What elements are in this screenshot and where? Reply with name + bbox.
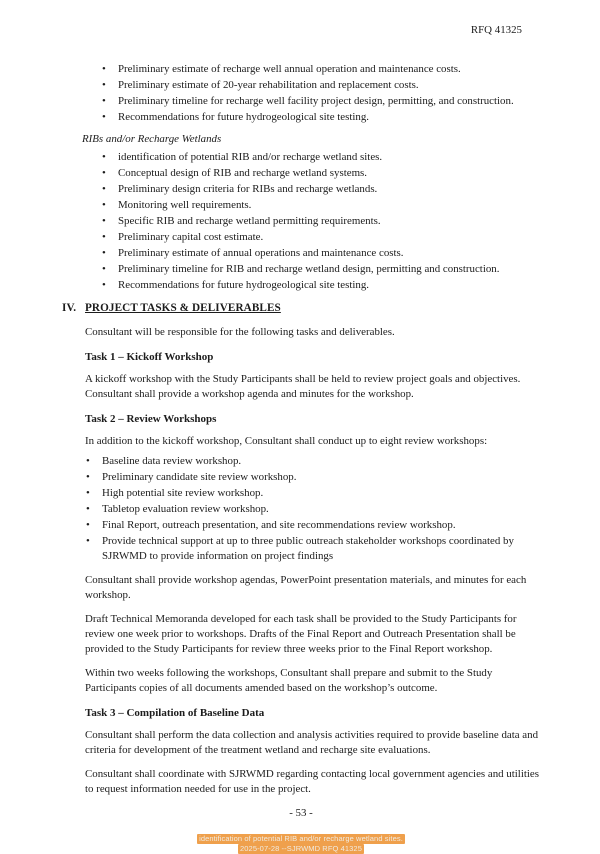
ribs-section-heading: RIBs and/or Recharge Wetlands: [82, 133, 222, 145]
list-item: • Preliminary estimate of annual operations and maintenance costs.: [101, 246, 540, 261]
list-item: • Monitoring well requirements.: [101, 198, 540, 213]
list-item: • Specific RIB and recharge wetland permitting requirements.: [101, 214, 540, 229]
annotation-highlight: [62, 834, 540, 854]
list-item: • Conceptual design of RIB and recharge wetland systems.: [101, 166, 540, 181]
task3-paragraph-2: Consultant shall coordinate with SJRWMD regarding contacting local government agencies and utilities to request information needed for use in the project.: [85, 768, 539, 795]
list-item: • Preliminary capital cost estimate.: [101, 230, 540, 245]
list-item: • Preliminary estimate of recharge well annual operation and maintenance costs.: [101, 62, 540, 77]
task3-paragraph-1: Consultant shall perform the data collection and analysis activities required to provide baseline data and criteria for development of the treatment wetland and recharge site evaluations.: [85, 729, 539, 756]
task2-workshops-list: [85, 454, 540, 565]
recharge-well-deliverables-list: [101, 62, 540, 126]
list-item: • Recommendations for future hydrogeological site testing.: [101, 278, 540, 293]
list-item: • Tabletop evaluation review workshop.: [85, 502, 540, 517]
list-item: • Preliminary candidate site review workshop.: [85, 470, 540, 485]
task2-paragraph-2: Draft Technical Memoranda developed for each task shall be provided to the Study Participants for review one week prior to workshops. Drafts of the Final Report and Outreach Presentation shall be provided to the Study Participants for review three weeks prior to the Final Report workshop.: [85, 613, 517, 655]
task2-paragraph-1: Consultant shall provide workshop agendas, PowerPoint presentation materials, and minutes for each workshop.: [85, 574, 527, 601]
annotation-line-1: identification of potential RIB and/or recharge wetland sites.: [199, 834, 403, 843]
ribs-deliverables-list: [101, 150, 540, 294]
list-item: • Preliminary timeline for RIB and recharge wetland design, permitting and construction.: [101, 262, 540, 277]
annotation-line-2: 2025-07-28 --SJRWMD RFQ 41325: [240, 843, 362, 853]
section-intro: Consultant will be responsible for the following tasks and deliverables.: [85, 326, 395, 338]
section-title: PROJECT TASKS & DELIVERABLES: [85, 302, 281, 314]
list-item: • Preliminary timeline for recharge well facility project design, permitting, and construction.: [101, 94, 540, 109]
task2-intro: In addition to the kickoff workshop, Consultant shall conduct up to eight review workshops:: [85, 435, 488, 447]
list-item: • Provide technical support at up to three public outreach stakeholder workshops coordinated by SJRWMD to provide information on project findings: [85, 534, 540, 564]
task1-paragraph: A kickoff workshop with the Study Participants shall be held to review project goals and objectives. Consultant shall provide a workshop agenda and minutes for the workshop.: [85, 373, 521, 400]
page-header: [62, 23, 540, 38]
task1-heading: Task 1 – Kickoff Workshop: [85, 351, 214, 363]
list-item: • identification of potential RIB and/or recharge wetland sites.: [101, 150, 540, 165]
list-item: • Recommendations for future hydrogeological site testing.: [101, 110, 540, 125]
list-item: • Final Report, outreach presentation, and site recommendations review workshop.: [85, 518, 540, 533]
page-footer: [62, 806, 540, 854]
task2-paragraph-3: Within two weeks following the workshops, Consultant shall prepare and submit to the Study Participants copies of all documents amended based on the workshop’s outcome.: [85, 667, 493, 694]
page-number: - 53 -: [289, 807, 313, 819]
list-item: • High potential site review workshop.: [85, 486, 540, 501]
list-item: • Preliminary design criteria for RIBs and recharge wetlands.: [101, 182, 540, 197]
list-item: • Preliminary estimate of 20-year rehabilitation and replacement costs.: [101, 78, 540, 93]
doc-number: RFQ 41325: [470, 24, 522, 36]
list-item: • Baseline data review workshop.: [85, 454, 540, 469]
task3-heading: Task 3 – Compilation of Baseline Data: [85, 707, 265, 719]
section-number: IV.: [62, 302, 77, 314]
section-iv-heading: [62, 301, 540, 316]
task2-heading: Task 2 – Review Workshops: [85, 413, 217, 425]
